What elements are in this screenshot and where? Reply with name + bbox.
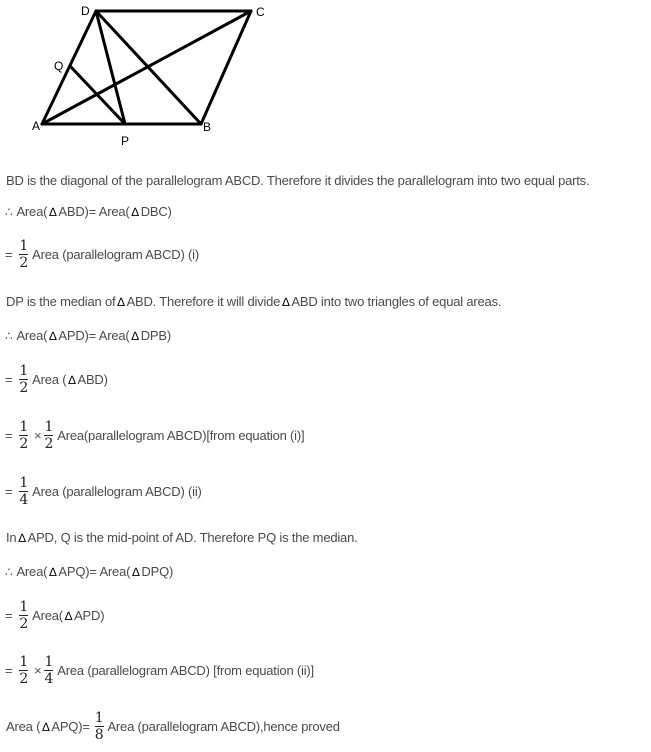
triangle-icon: ∆ (18, 530, 26, 545)
times-symbol: × (34, 428, 42, 443)
label-p: P (121, 134, 130, 148)
triangle-icon: ∆ (49, 564, 57, 579)
statement-diagonal: BD is the diagonal of the parallelogram ABCD. Therefore it divides the parallelogram into two equal parts. (6, 173, 590, 188)
therefore-symbol: ∴ (5, 204, 13, 219)
label-q: Q (54, 59, 64, 73)
side-cb (201, 11, 251, 124)
label-b: B (203, 120, 212, 134)
triangle-icon: ∆ (282, 294, 290, 309)
parallelogram-diagram (0, 0, 300, 160)
equation-abd-dbc: ∴ Area( ∆ ABD)= Area( ∆ DBC) (5, 204, 172, 219)
fraction: $\frac{1}{2}$ (19, 238, 29, 271)
equation-half-times-half: = $\frac{1}{2}$ × $\frac{1}{2}$ Area(parallelogram ABCD)[from equation (i)] (5, 419, 305, 452)
label-d: D (81, 4, 90, 18)
fraction: $\frac{1}{2}$ (19, 654, 29, 687)
fraction: $\frac{1}{2}$ (19, 599, 29, 632)
equation-quarter-parallelogram: = $\frac{1}{4}$ Area (parallelogram ABCD) (ii) (5, 475, 202, 508)
triangle-icon: ∆ (42, 719, 50, 734)
triangle-icon: ∆ (132, 564, 140, 579)
fraction: $\frac{1}{4}$ (44, 654, 54, 687)
fraction: $\frac{1}{8}$ (94, 710, 104, 743)
therefore-symbol: ∴ (5, 564, 13, 579)
equation-half-times-quarter: = $\frac{1}{2}$ × $\frac{1}{4}$ Area (parallelogram ABCD) [from equation (ii)] (5, 654, 314, 687)
fraction: $\frac{1}{2}$ (19, 363, 29, 396)
label-c: C (256, 5, 265, 19)
triangle-icon: ∆ (64, 608, 73, 623)
statement-median: DP is the median of ∆ ABD. Therefore it will divide ∆ ABD into two triangles of equal areas. (6, 294, 502, 309)
triangle-icon: ∆ (131, 204, 139, 219)
conclusion: Area ( ∆ APQ)= $\frac{1}{8}$ Area (parallelogram ABCD),hence proved (6, 710, 340, 743)
equation-half-abd: = $\frac{1}{2}$ Area ( ∆ ABD) (5, 363, 108, 396)
triangle-icon: ∆ (68, 372, 76, 387)
equation-half-apd: = $\frac{1}{2}$ Area( ∆ APD) (5, 599, 105, 632)
fraction: $\frac{1}{2}$ (44, 419, 54, 452)
times-symbol: × (34, 663, 42, 678)
equation-apd-dpb: ∴ Area( ∆ APD)= Area( ∆ DPB) (5, 328, 171, 343)
fraction: $\frac{1}{2}$ (19, 419, 29, 452)
label-a: A (32, 119, 41, 133)
equation-half-parallelogram: = $\frac{1}{2}$ Area (parallelogram ABCD) (i) (5, 238, 199, 271)
therefore-symbol: ∴ (5, 328, 13, 343)
triangle-icon: ∆ (117, 294, 125, 309)
triangle-icon: ∆ (49, 204, 57, 219)
fraction: $\frac{1}{4}$ (19, 475, 29, 508)
statement-midpoint: In ∆ APD, Q is the mid-point of AD. Therefore PQ is the median. (6, 530, 358, 545)
triangle-icon: ∆ (49, 328, 57, 343)
equation-apq-dpq: ∴ Area( ∆ APQ)= Area( ∆ DPQ) (5, 564, 174, 579)
side-ad (42, 11, 96, 124)
triangle-icon: ∆ (131, 328, 139, 343)
